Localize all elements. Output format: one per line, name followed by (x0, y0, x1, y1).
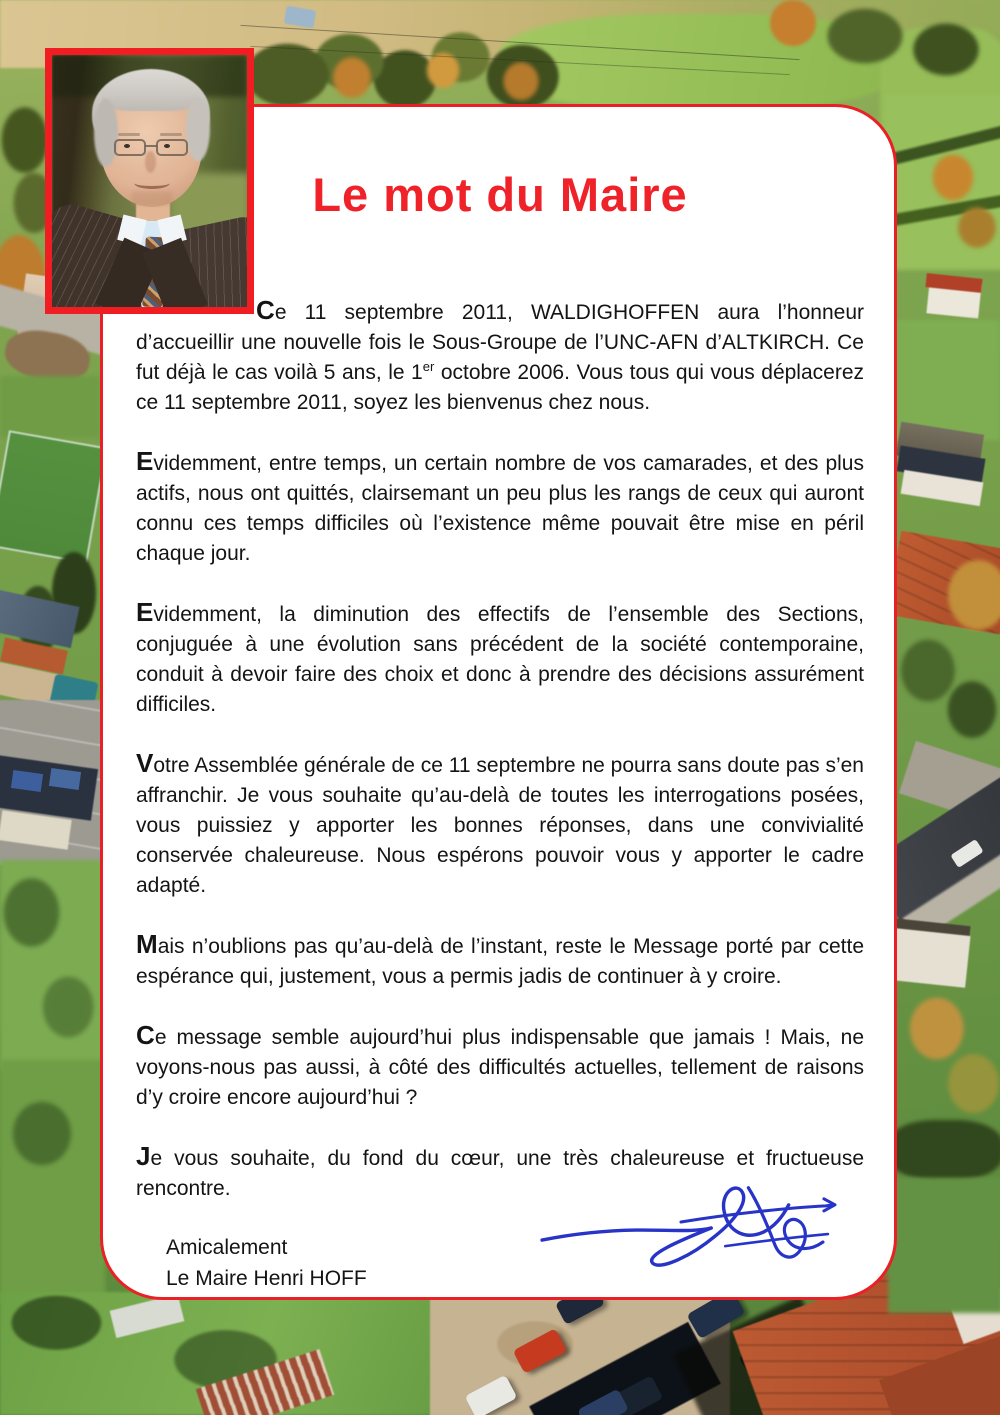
bg-soccer-field (0, 430, 107, 564)
paragraph-lead-capital: E (136, 597, 154, 627)
bg-lawn (888, 1178, 1000, 1313)
letter-paragraph: Mais n’oublions pas qu’au-delà de l’instant, reste le Message porté par cette espérance qui, justement, vous a permis jadis de continuer à y croire. (136, 929, 864, 988)
mouth (134, 177, 170, 189)
hair-front (102, 75, 200, 111)
eyebrow (118, 133, 140, 136)
nose-shadow (145, 151, 156, 173)
eye (164, 144, 170, 148)
superscript-ordinal: er (422, 359, 435, 374)
bg-building (890, 928, 970, 988)
glasses-lens (114, 139, 146, 156)
letter-paragraph: Ce message semble aujourd’hui plus indispensable que jamais ! Mais, ne voyons-nous pas aussi, à côté des difficultés actuelles, tellement de raisons d’y croire encore aujourd’hui ? (136, 1020, 864, 1109)
eyebrow (160, 133, 182, 136)
hair-side (186, 97, 210, 161)
hair-side (94, 99, 118, 167)
bg-autumn-trees (300, 38, 560, 110)
bg-autumn-trees (925, 140, 1000, 265)
letter-paragraph: Evidemment, la diminution des effectifs de l’ensemble des Sections, conjuguée à une évolution sans précédent de la société contemporaine, conduit à devoir faire des choix et donc à prendre des décisions assurément difficiles. (136, 597, 864, 716)
page-title: Le mot du Maire (312, 168, 688, 221)
bg-tree (948, 560, 1000, 630)
bg-lawn (0, 1060, 105, 1305)
bg-lawn (0, 376, 100, 438)
paragraph-lead-capital: E (136, 446, 154, 476)
paragraph-lead-capital: J (136, 1141, 151, 1171)
paragraph-lead-capital: C (256, 295, 275, 325)
closing-line-mayor-name: Le Maire Henri HOFF (166, 1267, 367, 1290)
bg-autumn-trees (900, 985, 1000, 1130)
eye (124, 144, 130, 148)
mayor-signature (538, 1177, 840, 1275)
letter-paragraph: Ce 11 septembre 2011, WALDIGHOFFEN aura l’honneur d’accueillir une nouvelle fois le Sous-Groupe de l’UNC-AFN d’ALTKIRCH. Ce fut déjà le cas voilà 5 ans, le 1er octobre 2006. Vous tous qui vous déplacerez ce 11 septembre 2011, soyez les bienvenus chez nous. (136, 295, 865, 414)
glasses-lens (156, 139, 188, 156)
letter-paragraph: Votre Assemblée générale de ce 11 septembre ne pourra sans doute pas s’en affranchir. Je vous souhaite qu’au-delà de toutes les interrogations posées, vous puissiez y apporter les bonnes réponses, dans une convivialité conservée chaleureuse. Nous espérons pouvoir vous y apporter le cadre adapté. (136, 748, 864, 897)
paragraph-lead-capital: M (136, 929, 158, 959)
letter-paragraph: Evidemment, entre temps, un certain nombre de vos camarades, et des plus actifs, nous ont quittés, clairsemant un peu plus les rangs de ceux qui auront connu ces temps difficiles où l’existence même pouvait être mise en péril chaque jour. (136, 446, 864, 565)
bg-hedge (888, 1120, 1000, 1180)
letter-paragraph: Je vous souhaite, du fond du cœur, une très chaleureuse et fructueuse rencontre. (136, 1141, 864, 1200)
paragraph-lead-capital: C (136, 1020, 155, 1050)
letter-body (136, 295, 864, 1204)
bg-trees (820, 0, 1000, 90)
chin-shade (132, 191, 172, 205)
bg-lawn (0, 860, 105, 1070)
mayor-portrait-photo (45, 48, 254, 314)
closing-line-amicalement: Amicalement (166, 1236, 288, 1259)
bg-trees (895, 625, 1000, 755)
bg-tree (770, 0, 816, 46)
glasses-bridge (145, 145, 157, 147)
paragraph-lead-capital: V (136, 748, 154, 778)
